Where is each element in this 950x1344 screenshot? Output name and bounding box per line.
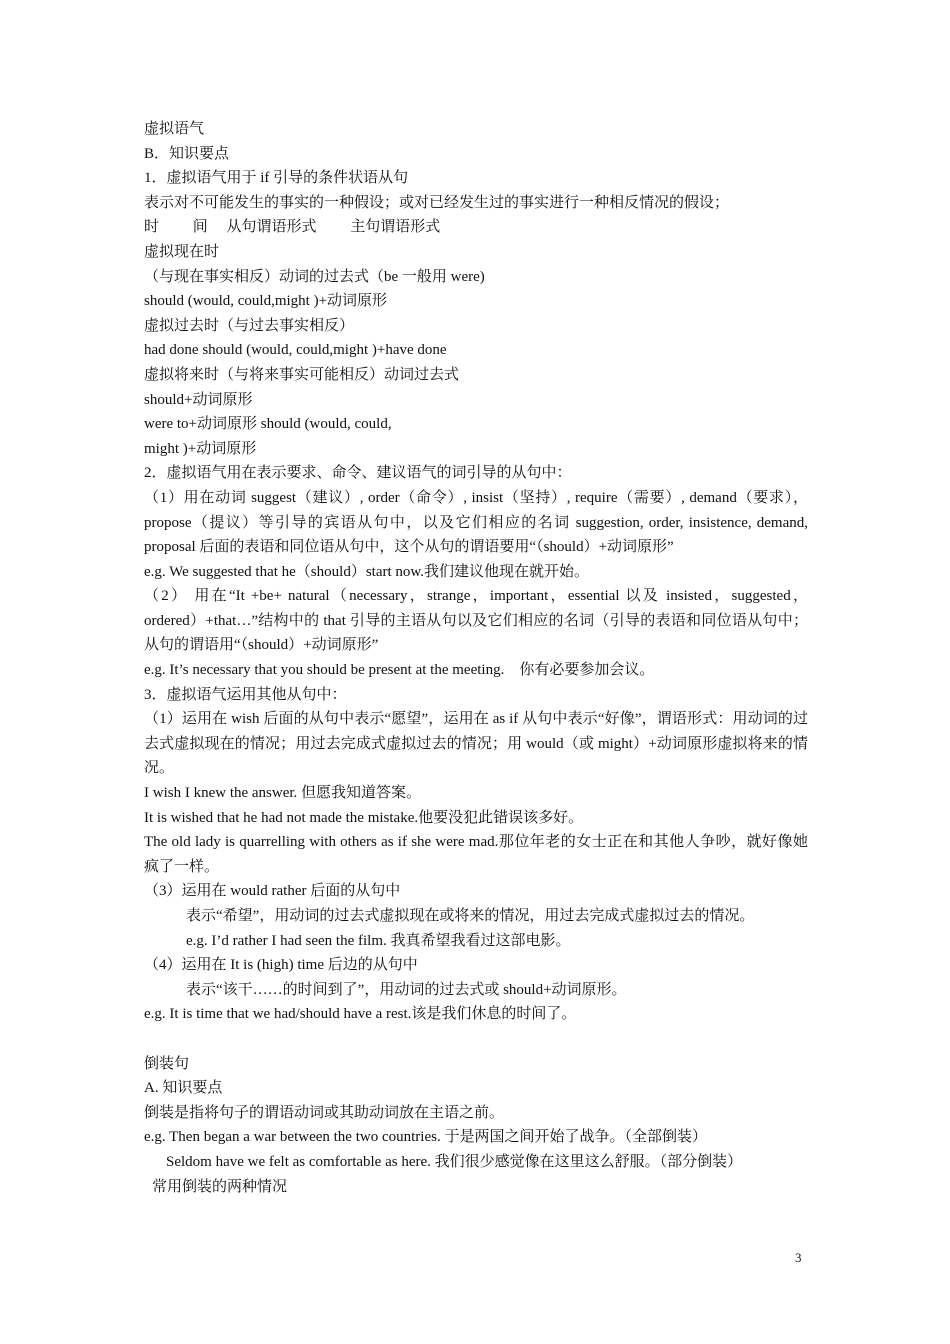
- example-line: e.g. I’d rather I had seen the film. 我真希望我看过这部电影。: [186, 932, 571, 949]
- example-line: I wish I knew the answer. 但愿我知道答案。: [144, 785, 422, 802]
- text-line: （与现在事实相反）动词的过去式（be 一般用 were): [144, 268, 485, 285]
- text-line: should+动词原形: [144, 391, 253, 408]
- text-line: 虚拟将来时（与将来事实可能相反）动词过去式: [144, 366, 460, 383]
- example-line: e.g. We suggested that he（should）start now.我们建议他现在就开始。: [144, 563, 589, 580]
- text-line: might )+动词原形: [144, 440, 257, 457]
- text-line: 表示“希望”，用动词的过去式虚拟现在或将来的情况，用过去完成式虚拟过去的情况。: [186, 908, 755, 924]
- subsection-heading: B．知识要点: [144, 145, 230, 162]
- example-line: Seldom have we felt as comfortable as here. 我们很少感觉像在这里这么舒服。（部分倒装）: [166, 1153, 743, 1170]
- page-content: [144, 117, 808, 1199]
- section-title-subjunctive: 虚拟语气: [144, 121, 205, 137]
- text-line: 虚拟过去时（与过去事实相反）: [144, 317, 355, 334]
- subsection-heading: A. 知识要点: [144, 1080, 223, 1097]
- text-line: were to+动词原形 should (would, could,: [144, 416, 392, 433]
- text-line: 倒装是指将句子的谓语动词或其助动词放在主语之前。: [144, 1104, 505, 1121]
- text-line: 表示“该干……的时间到了”，用动词的过去式或 should+动词原形。: [186, 981, 627, 998]
- text-line: should (would, could,might )+动词原形: [144, 293, 388, 310]
- text-line: 虚拟现在时: [144, 243, 220, 260]
- paragraph: The old lady is quarrelling with others as if she were mad.那位年老的女士正在和其他人争吵，就好像她疯了一样。: [144, 834, 808, 875]
- text-line: （4）运用在 It is (high) time 后边的从句中: [144, 957, 418, 974]
- text-line: had done should (would, could,might )+have done: [144, 342, 447, 359]
- paragraph: （1）运用在 wish 后面的从句中表示“愿望”，运用在 as if 从句中表示“好像”，谓语形式：用动词的过去式虚拟现在的情况；用过去完成式虚拟过去的情况；用 would（或 might）+动词原形虚拟将来的情况。: [144, 711, 808, 777]
- section-title-inversion: 倒装句: [144, 1055, 190, 1072]
- text-line: 常用倒装的两种情况: [152, 1178, 288, 1195]
- blank-line: [144, 1027, 808, 1052]
- example-line: e.g. It’s necessary that you should be present at the meeting. 你有必要参加会议。: [144, 662, 655, 679]
- text-line: （3）运用在 would rather 后面的从句中: [144, 883, 401, 900]
- text-line: 1．虚拟语气用于 if 引导的条件状语从句: [144, 170, 409, 187]
- example-line: It is wished that he had not made the mistake.他要没犯此错误该多好。: [144, 809, 584, 826]
- example-line: e.g. Then began a war between the two countries. 于是两国之间开始了战争。（全部倒装）: [144, 1129, 707, 1146]
- page-number: 3: [795, 1250, 802, 1265]
- text-line: 3．虚拟语气运用其他从句中：: [144, 686, 347, 703]
- text-line: 表示对不可能发生的事实的一种假设；或对已经发生过的事实进行一种相反情况的假设；: [144, 194, 730, 211]
- example-line: e.g. It is time that we had/should have a rest.该是我们休息的时间了。: [144, 1006, 577, 1023]
- text-line: 2．虚拟语气用在表示要求、命令、建议语气的词引导的从句中：: [144, 465, 572, 482]
- paragraph: （1）用在动词 suggest（建议）, order（命令）, insist（坚持）, require（需要）, demand（要求），propose（提议）等引导的宾语从句中，以及它们相应的名词 suggestion, order, insistence, demand, proposal 后面的表语和同位语从句中，这个从句的谓语要用“（should）+动词原形”: [144, 489, 808, 556]
- paragraph: （2） 用在“It +be+ natural（necessary，strange，important，essential 以及 insisted，suggested，ordered）+that…”结构中的 that 引导的主语从句以及它们相应的名词（引导的表语和同位语从句中；从句的谓语用“（should）+动词原形”: [144, 588, 808, 654]
- text-line: 时 间 从句谓语形式 主句谓语形式: [144, 219, 441, 236]
